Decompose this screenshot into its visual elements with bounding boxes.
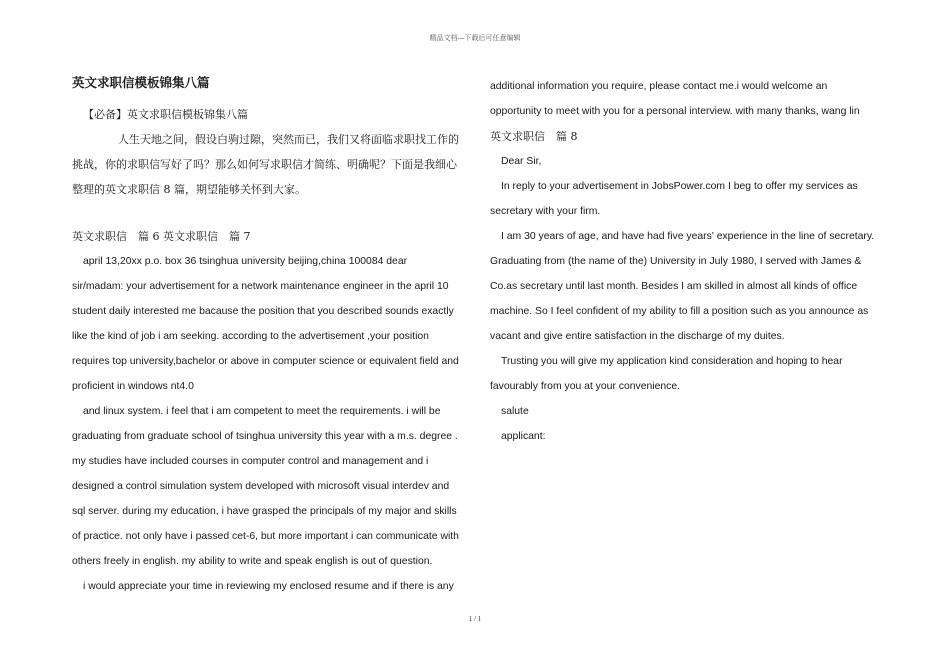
right-column: [490, 74, 878, 449]
letter-paragraph: I am 30 years of age, and have had five years' experience in the line of secretary. Graduating from (the name of the) University in July 1980, I served with James & Co.as secretary until last month. Besides I am skilled in almost all kinds of office machine. So I feel confident of my ability to fill a position such as you announce as vacant and give entire satisfaction in the discharge of my duites.: [490, 231, 875, 342]
page-number: 1 / 1: [468, 615, 482, 623]
letter-closing: salute: [501, 406, 529, 417]
left-column: [72, 74, 460, 599]
section-heading-8: 英文求职信 篇 8: [490, 130, 578, 143]
page-header: 精品文档---下载后可任意编辑: [429, 34, 521, 42]
section-heading-6-7: 英文求职信 篇 6 英文求职信 篇 7: [72, 230, 251, 243]
letter-greeting: Dear Sir,: [501, 156, 542, 167]
letter-paragraph: i would appreciate your time in reviewing my enclosed resume and if there is any: [83, 581, 454, 592]
letter-paragraph: april 13,20xx p.o. box 36 tsinghua university beijing,china 100084 dear sir/madam: your advertisement for a network maintenance engineer in the april 10 student daily interested me bacause the position that you described sounds exactly like the kind of job i am seeking. according to the advertisement ,your position requires top university,bachelor or above in computer science or equivalent field and proficient in windows nt4.0: [72, 256, 459, 392]
intro-paragraph: 人生天地之间，假设白驹过隙，突然而已，我们又将面临求职找工作的挑战，你的求职信写好了吗？那么如何写求职信才简练、明确呢？下面是我细心整理的英文求职信 8 篇，期望能够关怀到大家。: [72, 133, 459, 196]
letter-signature: applicant:: [501, 431, 546, 442]
subtitle: 【必备】英文求职信模板锦集八篇: [83, 108, 248, 121]
letter-paragraph: additional information you require, please contact me.i would welcome an opportunity to meet with you for a personal interview. with many thanks, wang lin: [490, 81, 860, 117]
letter-paragraph: and linux system. i feel that i am competent to meet the requirements. i will be graduating from graduate school of tsinghua university this year with a m.s. degree . my studies have included courses in computer control and management and i designed a control simulation system developed with microsoft visual interdev and sql server. during my education, i have grasped the principals of my major and skills of practice. not only have i passed cet-6, but more important i can communicate with others freely in english. my ability to write and speak english is out of question.: [72, 406, 459, 567]
letter-paragraph: In reply to your advertisement in JobsPower.com I beg to offer my services as secretary with your firm.: [490, 181, 858, 217]
document-title: 英文求职信模板锦集八篇: [72, 75, 210, 90]
letter-paragraph: Trusting you will give my application kind consideration and hoping to hear favourably from you at your convenience.: [490, 356, 843, 392]
